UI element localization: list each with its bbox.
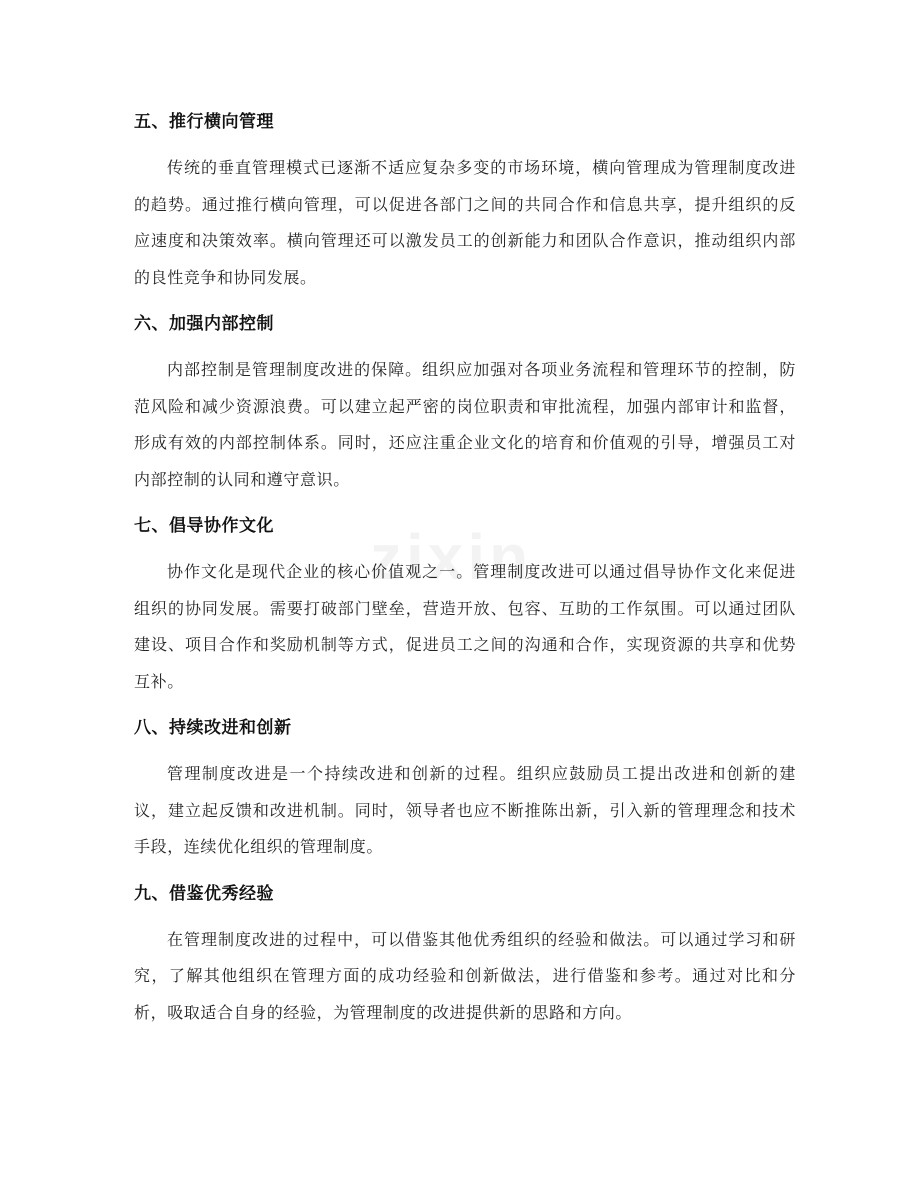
section-paragraph: 在管理制度改进的过程中，可以借鉴其他优秀组织的经验和做法。可以通过学习和研究，了解其他组织在管理方面的成功经验和创新做法，进行借鉴和参考。通过对比和分析，吸取适合自身的经验，为管理制度的改进提供新的思路和方向。 xyxy=(134,929,796,1022)
section-paragraph: 传统的垂直管理模式已逐渐不适应复杂多变的市场环境，横向管理成为管理制度改进的趋势。通过推行横向管理，可以促进各部门之间的共同合作和信息共享，提升组织的反应速度和决策效率。横向管理还可以激发员工的创新能力和团队合作意识，推动组织内部的良性竞争和协同发展。 xyxy=(134,158,796,287)
section-5 xyxy=(134,106,796,296)
document-content xyxy=(134,106,796,1043)
section-heading: 九、借鉴优秀经验 xyxy=(134,883,274,904)
section-heading: 七、倡导协作文化 xyxy=(134,516,274,536)
section-heading: 六、加强内部控制 xyxy=(134,314,274,334)
section-8 xyxy=(134,712,796,866)
section-9 xyxy=(134,878,796,1032)
section-7 xyxy=(134,510,796,700)
section-6 xyxy=(134,308,796,498)
section-heading: 八、持续改进和创新 xyxy=(134,718,292,738)
section-heading: 五、推行横向管理 xyxy=(134,112,274,132)
section-paragraph: 管理制度改进是一个持续改进和创新的过程。组织应鼓励员工提出改进和创新的建议，建立起反馈和改进机制。同时，领导者也应不断推陈出新，引入新的管理理念和技术手段，连续优化组织的管理制度。 xyxy=(134,764,796,856)
section-paragraph: 协作文化是现代企业的核心价值观之一。管理制度改进可以通过倡导协作文化来促进组织的协同发展。需要打破部门壁垒，营造开放、包容、互助的工作氛围。可以通过团队建设、项目合作和奖励机制等方式，促进员工之间的沟通和合作，实现资源的共享和优势互补。 xyxy=(134,562,796,691)
section-paragraph: 内部控制是管理制度改进的保障。组织应加强对各项业务流程和管理环节的控制，防范风险和减少资源浪费。可以建立起严密的岗位职责和审批流程，加强内部审计和监督，形成有效的内部控制体系。同时，还应注重企业文化的培育和价值观的引导，增强员工对内部控制的认同和遵守意识。 xyxy=(134,360,796,489)
